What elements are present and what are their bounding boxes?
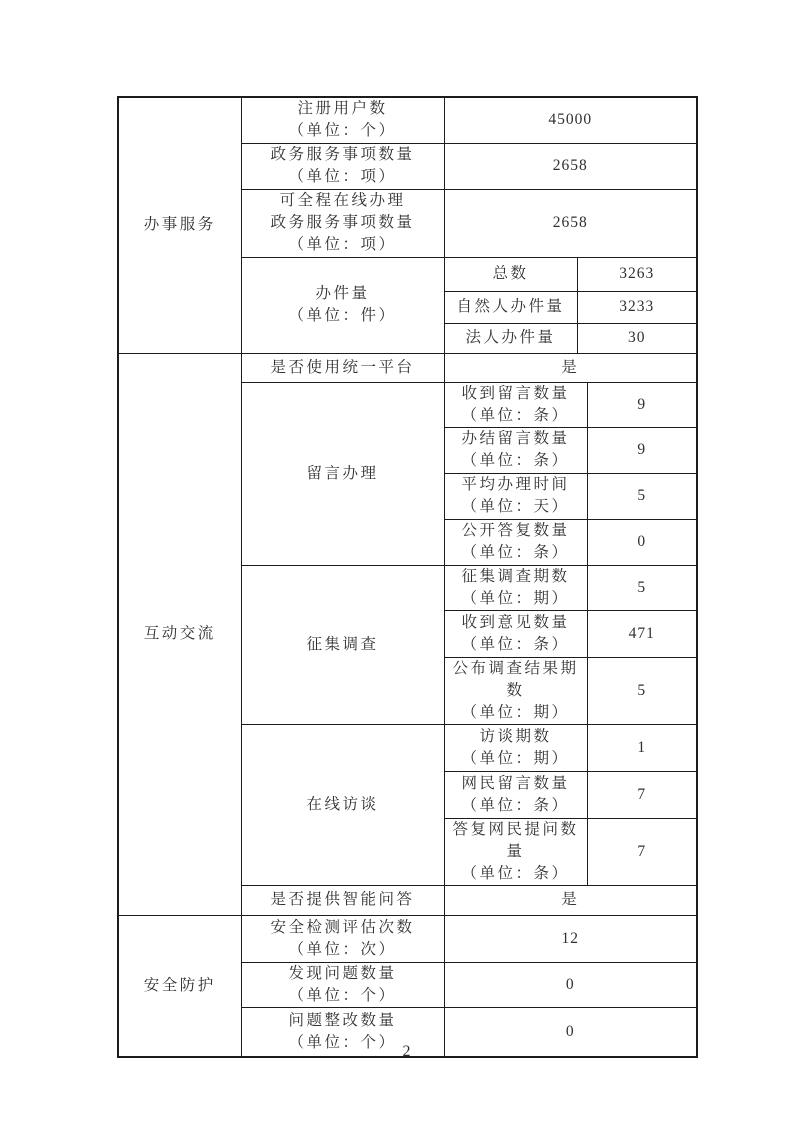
- metric-unit: （单位：个）: [288, 986, 397, 1004]
- subgroup-unit: （单位：件）: [288, 307, 397, 324]
- metric-value-cell: 1: [587, 724, 697, 771]
- metric-value-cell: 是: [444, 885, 697, 915]
- metric-value-cell: 3233: [577, 291, 697, 323]
- subgroup-label-cell: [241, 382, 444, 565]
- section-title-cell: [118, 915, 241, 1057]
- metric-name: 收到留言数量: [461, 384, 570, 402]
- metric-name: 政务服务事项数量: [270, 146, 415, 163]
- subgroup-label-cell: [241, 724, 444, 885]
- metric-name: 公开答复数量: [461, 522, 570, 539]
- metric-value-cell: 5: [587, 473, 697, 519]
- metric-name: 收到意见数量: [461, 613, 570, 631]
- metric-unit: （单位：次）: [288, 940, 397, 958]
- metric-name: 问题整改数量: [288, 1011, 397, 1029]
- metric-unit: （单位：项）: [288, 236, 397, 253]
- metric-unit: （单位：天）: [461, 498, 570, 515]
- subgroup-label-cell: [241, 565, 444, 724]
- metric-label-cell: [241, 189, 444, 257]
- table-row: [118, 97, 697, 143]
- metric-value-cell: 471: [587, 610, 697, 657]
- section-title-cell: [118, 353, 241, 915]
- metric-name: 发现问题数量: [288, 964, 397, 982]
- table-row: [118, 353, 697, 382]
- metric-value-cell: 2658: [444, 189, 697, 257]
- metric-value-cell: 7: [587, 771, 697, 818]
- section-title: 安全防护: [143, 976, 216, 994]
- metric-unit: （单位：个）: [288, 122, 397, 140]
- metric-name: 注册用户数: [297, 100, 388, 118]
- metric-unit: （单位：期）: [461, 589, 570, 607]
- metric-unit: （单位：条）: [461, 406, 570, 424]
- metric-unit: （单位：条）: [461, 544, 570, 561]
- metric-name: 公布调查结果期数: [452, 659, 579, 699]
- metric-label-cell: [241, 97, 444, 143]
- sub-metric-label-cell: 自然人办件量: [444, 291, 577, 323]
- metric-value-cell: 5: [587, 565, 697, 610]
- metric-unit: （单位：个）: [288, 1033, 397, 1051]
- metric-unit: （单位：条）: [461, 796, 570, 814]
- metric-label-cell: 是否使用统一平台: [241, 353, 444, 382]
- page-number: 2: [402, 1043, 411, 1060]
- metric-value-cell: 9: [587, 427, 697, 473]
- metric-name: 征集调查期数: [461, 567, 570, 585]
- metric-name: 访谈期数: [479, 727, 552, 745]
- metric-value-cell: 9: [587, 382, 697, 427]
- section-title-cell: [118, 97, 241, 353]
- sub-metric-label-cell: [444, 771, 587, 818]
- metric-label-cell: [241, 915, 444, 962]
- metric-label-cell: 是否提供智能问答: [241, 885, 444, 915]
- sub-metric-label-cell: [444, 818, 587, 885]
- metric-unit: （单位：期）: [461, 749, 570, 767]
- metric-value-cell: 0: [587, 519, 697, 565]
- sub-metric-label-cell: [444, 473, 587, 519]
- metric-name: 政务服务事项数量: [270, 214, 415, 231]
- sub-metric-label-cell: 法人办件量: [444, 323, 577, 353]
- metric-unit: （单位：条）: [461, 635, 570, 653]
- subgroup-name: 留言办理: [306, 464, 379, 482]
- section-title: 办事服务: [143, 216, 216, 234]
- metric-value-cell: 0: [444, 962, 697, 1007]
- sub-metric-label-cell: [444, 519, 587, 565]
- metric-value-cell: 5: [587, 657, 697, 724]
- metric-name: 平均办理时间: [461, 476, 570, 493]
- metric-unit: （单位：条）: [461, 452, 570, 469]
- metric-value-cell: 45000: [444, 97, 697, 143]
- metric-value-cell: 2658: [444, 143, 697, 189]
- metric-unit: （单位：期）: [461, 703, 570, 721]
- sub-metric-label-cell: [444, 565, 587, 610]
- metric-unit: （单位：项）: [288, 168, 397, 185]
- metric-name: 网民留言数量: [461, 774, 570, 792]
- metric-name: 办结留言数量: [461, 430, 570, 447]
- sub-metric-label-cell: [444, 382, 587, 427]
- metric-value-cell: 7: [587, 818, 697, 885]
- metric-label-cell: [241, 962, 444, 1007]
- table-row: [118, 915, 697, 962]
- metric-name: 答复网民提问数量: [452, 820, 579, 860]
- metric-value-cell: 0: [444, 1007, 697, 1057]
- subgroup-name: 在线访谈: [306, 795, 379, 813]
- subgroup-name: 征集调查: [306, 635, 379, 653]
- subgroup-name: 办件量: [315, 285, 370, 302]
- subgroup-label-cell: [241, 257, 444, 353]
- metric-value-cell: 是: [444, 353, 697, 382]
- metric-label-cell: [241, 143, 444, 189]
- report-table: [117, 96, 698, 1058]
- metric-name: 可全程在线办理: [279, 192, 406, 209]
- sub-metric-label-cell: [444, 724, 587, 771]
- metric-unit: （单位：条）: [461, 864, 570, 882]
- metric-name: 安全检测评估次数: [270, 918, 415, 936]
- sub-metric-label-cell: [444, 657, 587, 724]
- metric-value-cell: 30: [577, 323, 697, 353]
- sub-metric-label-cell: [444, 610, 587, 657]
- sub-metric-label-cell: [444, 427, 587, 473]
- section-title: 互动交流: [143, 625, 216, 642]
- sub-metric-label-cell: 总数: [444, 257, 577, 291]
- metric-value-cell: 12: [444, 915, 697, 962]
- metric-value-cell: 3263: [577, 257, 697, 291]
